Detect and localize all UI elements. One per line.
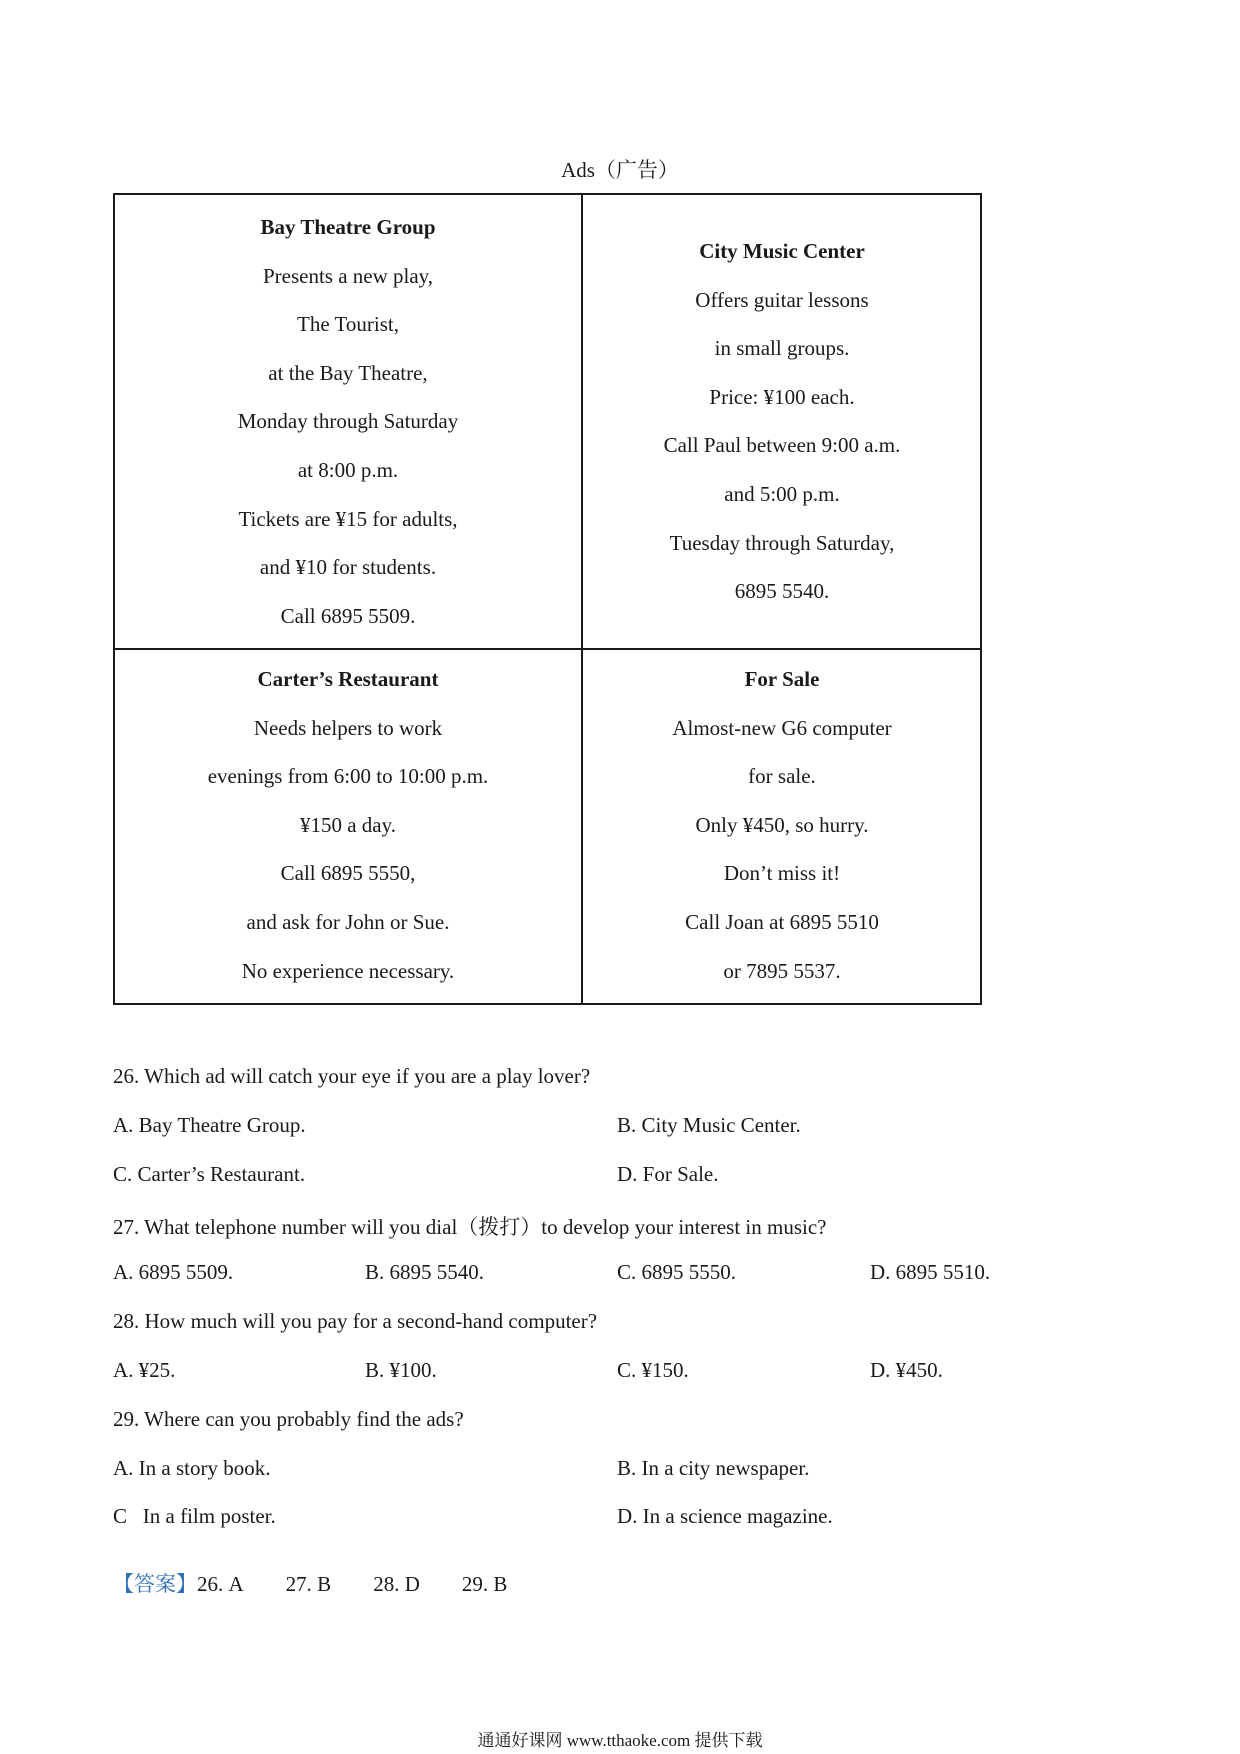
ad-bay-theatre-group: [115, 203, 581, 640]
option-26-a: A. Bay Theatre Group.: [113, 1113, 306, 1137]
ad-line: Tuesday through Saturday,: [669, 530, 895, 555]
option-27-b: B. 6895 5540.: [365, 1260, 485, 1284]
ad-line: Call Joan at 6895 5510: [685, 909, 879, 934]
ad-line: at the Bay Theatre,: [268, 360, 428, 385]
ad-line: Monday through Saturday: [237, 409, 459, 434]
page-title: Ads（广告）: [561, 158, 679, 182]
option-28-b: B. ¥100.: [365, 1358, 437, 1382]
ad-line: at 8:00 p.m.: [297, 457, 399, 482]
option-28-d: D. ¥450.: [870, 1358, 943, 1382]
ad-line: Tickets are ¥15 for adults,: [238, 506, 458, 531]
ad-line: in small groups.: [714, 336, 850, 361]
ad-heading: Bay Theatre Group: [260, 215, 436, 239]
option-26-c: C. Carter’s Restaurant.: [113, 1162, 306, 1186]
ad-line: Needs helpers to work: [253, 715, 443, 740]
ad-line: and ¥10 for students.: [259, 555, 437, 580]
ad-line: Call Paul between 9:00 a.m.: [663, 433, 901, 458]
ad-heading: City Music Center: [699, 239, 865, 263]
question-27: 27. What telephone number will you dial（拨打）to develop your interest in music?: [113, 1215, 827, 1239]
option-29-d: D. In a science magazine.: [617, 1504, 833, 1528]
option-29-c: C In a film poster.: [113, 1504, 276, 1528]
option-29-b: B. In a city newspaper.: [617, 1456, 810, 1480]
option-29-a: A. In a story book.: [113, 1456, 271, 1480]
ad-line: Call 6895 5550,: [280, 861, 416, 886]
ad-line: Don’t miss it!: [723, 861, 841, 886]
ad-heading: Carter’s Restaurant: [257, 667, 439, 691]
question-29: 29. Where can you probably find the ads?: [113, 1407, 464, 1431]
ad-line: The Tourist,: [297, 312, 399, 337]
answer-item: 26. A: [197, 1572, 244, 1596]
option-28-a: A. ¥25.: [113, 1358, 176, 1382]
ad-city-music-center: [583, 227, 981, 616]
answer-label: 【答案】: [113, 1572, 197, 1596]
answer-item: 29. B: [461, 1572, 508, 1596]
option-27-d: D. 6895 5510.: [870, 1260, 991, 1284]
ad-line: Presents a new play,: [262, 263, 434, 288]
option-28-c: C. ¥150.: [617, 1358, 689, 1382]
footer-source: 通通好课网 www.tthaoke.com 提供下载: [477, 1731, 763, 1750]
ad-heading: For Sale: [744, 667, 820, 691]
option-26-b: B. City Music Center.: [617, 1113, 801, 1137]
ad-line: Only ¥450, so hurry.: [695, 812, 869, 837]
answer-key: [113, 1568, 507, 1598]
answer-item: 28. D: [373, 1572, 420, 1596]
ad-carters-restaurant: [115, 655, 581, 995]
table-divider-horizontal: [115, 648, 980, 650]
ad-line: No experience necessary.: [241, 958, 455, 983]
ad-line: 6895 5540.: [734, 579, 830, 604]
ad-line: Price: ¥100 each.: [709, 384, 855, 409]
option-26-d: D. For Sale.: [617, 1162, 719, 1186]
option-27-c: C. 6895 5550.: [617, 1260, 737, 1284]
ad-line: and ask for John or Sue.: [246, 909, 450, 934]
ad-line: and 5:00 p.m.: [724, 481, 840, 506]
ad-line: or 7895 5537.: [723, 958, 841, 983]
ad-line: for sale.: [748, 764, 816, 789]
ad-line: Call 6895 5509.: [280, 603, 416, 628]
ad-line: Almost-new G6 computer: [672, 715, 892, 740]
answer-item: 27. B: [285, 1572, 332, 1596]
ad-line: ¥150 a day.: [299, 812, 397, 837]
ad-line: evenings from 6:00 to 10:00 p.m.: [207, 764, 489, 789]
question-26: 26. Which ad will catch your eye if you are a play lover?: [113, 1064, 591, 1088]
ad-line: Offers guitar lessons: [695, 287, 869, 312]
ad-for-sale: [583, 655, 981, 995]
ads-table: [113, 193, 982, 1005]
question-28: 28. How much will you pay for a second-hand computer?: [113, 1309, 598, 1333]
option-27-a: A. 6895 5509.: [113, 1260, 234, 1284]
